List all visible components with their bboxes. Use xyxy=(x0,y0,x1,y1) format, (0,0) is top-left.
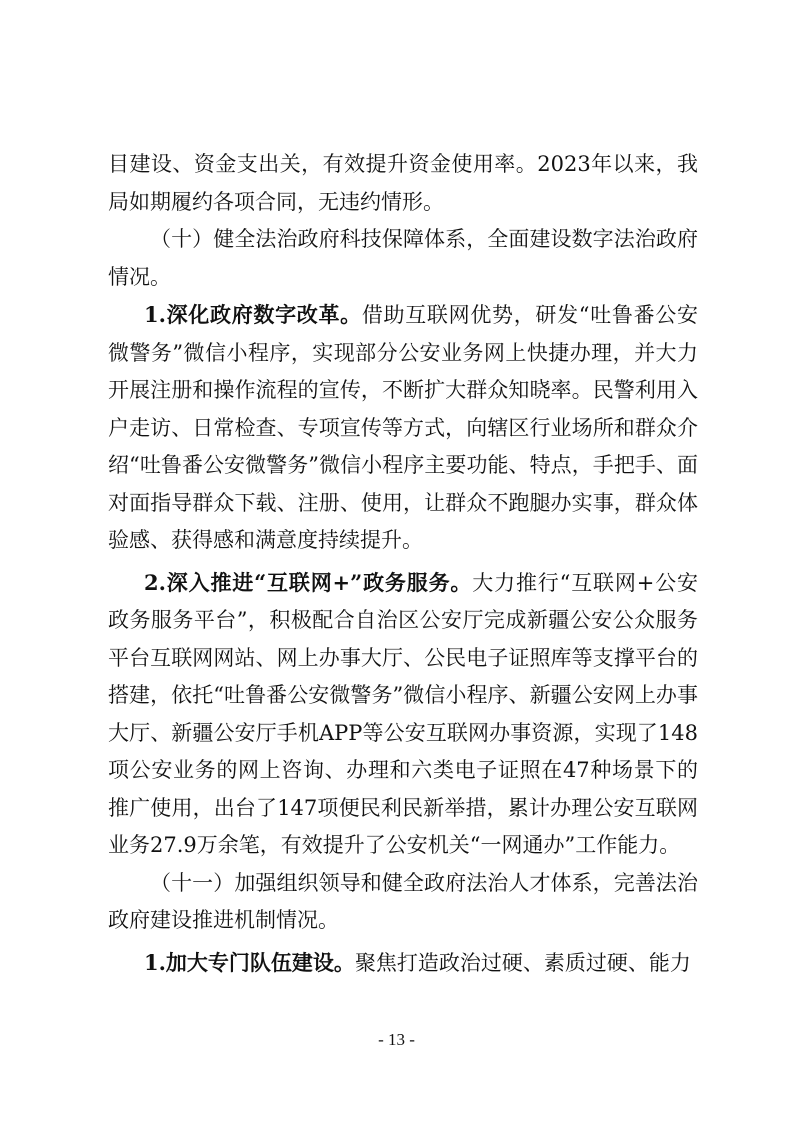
paragraph-digital-reform xyxy=(108,296,698,560)
paragraph-text: 目建设、资金支出关，有效提升资金使用率。2023年以来，我局如期履约各项合同，无违约情形。 xyxy=(108,152,698,214)
paragraph-team-building xyxy=(108,944,698,983)
paragraph-lead: 2.深入推进“互联网+”政务服务。 xyxy=(144,569,473,595)
paragraph-text: 借助互联网优势，研发“吐鲁番公安微警务”微信小程序，实现部分公安业务网上快捷办理，并大力开展注册和操作流程的宣传，不断扩大群众知晓率。民警利用入户走访、日常检查、专项宣传等方式，向辖区行业场所和群众介绍“吐鲁番公安微警务”微信小程序主要功能、特点，手把手、面对面指导群众下载、注册、使用，让群众不跑腿办实事，群众体验感、获得感和满意度持续提升。 xyxy=(108,303,698,552)
paragraph-lead: 1.深化政府数字改革。 xyxy=(144,302,362,327)
paragraph-continuation xyxy=(108,146,698,221)
paragraph-internet-plus xyxy=(108,564,698,865)
body-text xyxy=(108,146,698,982)
section-heading-text: （十）健全法治政府科技保障体系，全面建设数字法治政府情况。 xyxy=(108,227,698,289)
paragraph-text: 大力推行“互联网+公安政务服务平台”，积极配合自治区公安厅完成新疆公安公众服务平台互联网网站、网上办事大厅、公民电子证照库等支撑平台的搭建，依托“吐鲁番公安微警务”微信小程序、新疆公安网上办事大厅、新疆公安厅手机APP等公安互联网办事资源，实现了148项公安业务的网上咨询、办理和六类电子证照在47种场景下的推广使用，出台了147项便民利民新举措，累计办理公安互联网业务27.9万余笔，有效提升了公安机关“一网通办”工作能力。 xyxy=(108,570,698,857)
page-number: - 13 - xyxy=(378,1030,415,1049)
section-heading-text: （十一）加强组织领导和健全政府法治人才体系，完善法治政府建设推进机制情况。 xyxy=(108,870,698,932)
paragraph-lead: 1.加大专门队伍建设。 xyxy=(144,949,355,975)
section-heading-10 xyxy=(108,221,698,296)
section-heading-11 xyxy=(108,865,698,940)
paragraph-text: 聚焦打造政治过硬、素质过硬、能力 xyxy=(354,950,691,975)
